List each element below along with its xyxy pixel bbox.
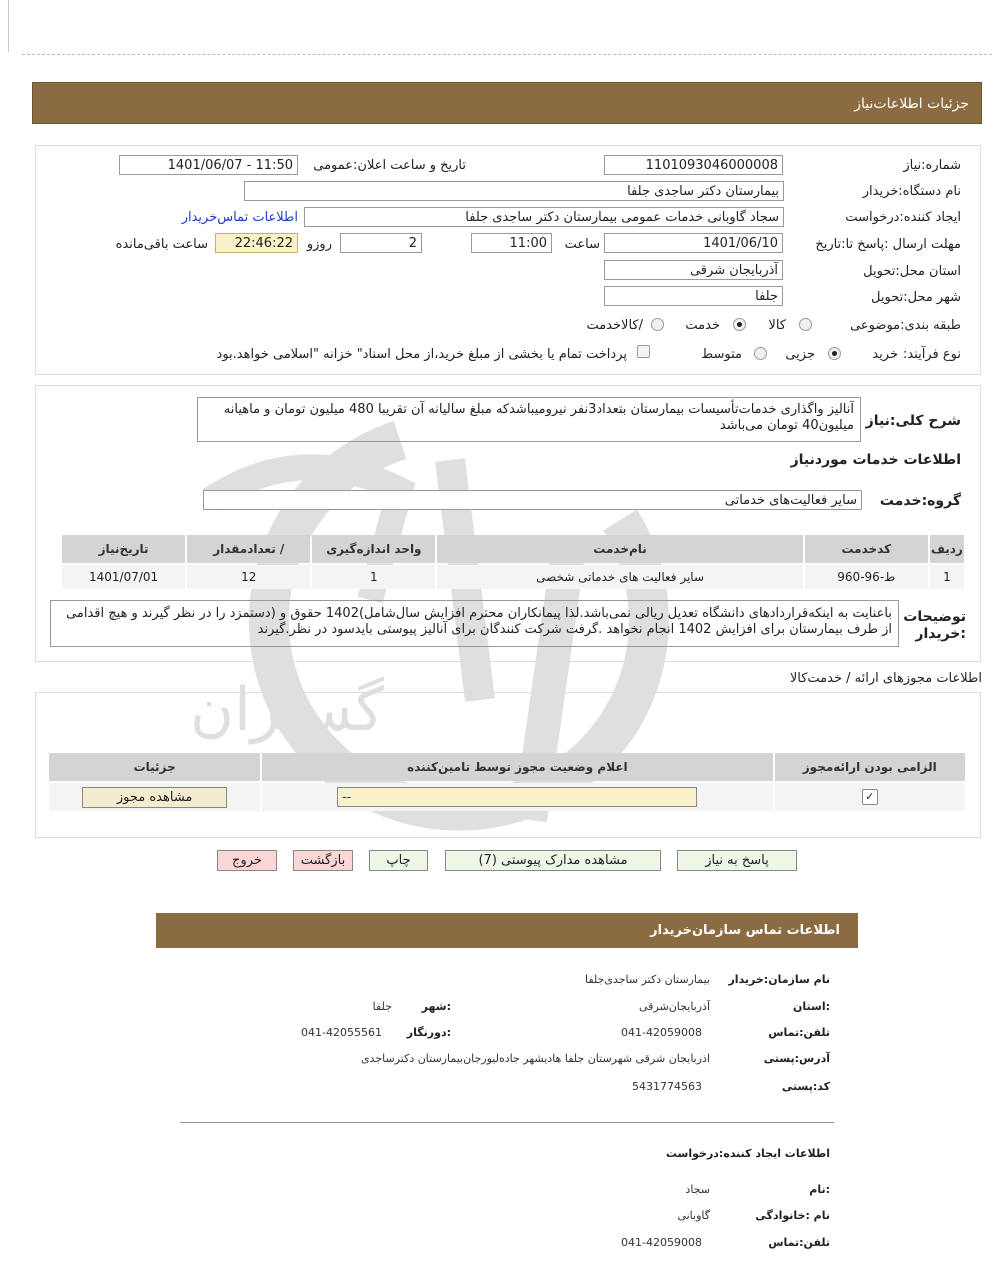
treasury-payment-checkbox[interactable] (637, 345, 650, 358)
category-option-service: خدمت (685, 318, 720, 333)
cell-quantity: 12 (187, 565, 310, 589)
cell-service-code: ط-96-960 (805, 565, 928, 589)
buyer-org-label: نام دستگاه:خریدار (862, 184, 961, 199)
days-label: روزو (306, 237, 332, 252)
cell-unit: 1 (312, 565, 435, 589)
contact-province-value: آذربایجان‌شرقی (639, 1000, 710, 1013)
remaining-timer: 22:46:22 (215, 233, 298, 253)
cell-service-name: سایر فعالیت های خدماتی شخصی (437, 565, 802, 589)
deadline-label: مهلت ارسال :پاسخ تا:تاریخ (815, 237, 961, 252)
process-label: نوع فرآیند: (903, 347, 961, 362)
process-option-medium: متوسط (701, 347, 742, 362)
contact-postal-value: 5431774563 (632, 1080, 702, 1093)
exit-button[interactable]: خروج (217, 850, 277, 871)
col-permit-details: جزئیات (49, 753, 260, 781)
col-need-date: تاریخ‌نیاز (62, 535, 185, 563)
need-number-field: 1101093046000008 (604, 155, 783, 175)
creator-phone-value: 041-42059008 (621, 1236, 702, 1249)
top-divider (22, 54, 992, 55)
category-option-both: /کالاخدمت (586, 318, 643, 333)
contact-address-value: اذربایجان شرقی شهرستان جلفا هادیشهر جاده‌لیورجان‌بیمارستان دکترساجدی (360, 1052, 710, 1065)
contact-divider (180, 1122, 834, 1123)
col-permit-required: الزامی بودن ارائه‌مجوز (775, 753, 965, 781)
category-option-goods: کالا (768, 318, 786, 333)
category-label: طبقه بندی:موضوعی (850, 318, 961, 333)
creator-first-name-label: :نام (809, 1183, 830, 1196)
page-header-title: جزئیات اطلاعات‌نیاز (854, 96, 969, 112)
creator-title: اطلاعات ایجاد کننده:درخواست (665, 1147, 830, 1160)
contact-fax-label: :دورنگار (406, 1026, 451, 1039)
description-label: شرح کلی:نیاز (865, 413, 961, 429)
requester-label: ایجاد کننده:درخواست (845, 210, 961, 225)
service-group-field: سایر فعالیت‌های خدماتی (203, 490, 862, 510)
need-number-label: شماره:نیاز (903, 158, 961, 173)
creator-first-name-value: سجاد (685, 1183, 710, 1196)
province-field: آذربایجان شرقی (604, 260, 783, 280)
announce-label: تاریخ و ساعت اعلان:عمومی (313, 158, 466, 173)
creator-last-name-value: گاوبانی (677, 1209, 710, 1222)
city-field: جلفا (604, 286, 783, 306)
city-label: شهر محل:تحویل (871, 290, 961, 305)
deadline-time-field: 11:00 (471, 233, 552, 253)
permit-required-checkbox[interactable]: ✓ (862, 789, 878, 805)
buyer-notes-box: باعنایت به اینکه‌قراردادهای دانشگاه تعدیل ریالی نمی‌باشد.لذا پیمانکاران محترم افزایش سال‌شامل)1402 حقوق و (دستمزد را در نظر گیرند و هیچ اقدامی از طرف بیمارستان برای افزایش 1402 انجام نخواهد .گرفت شرکت کنندگان برای آنالیز پیوستی بایدسود در نظر.گیرند (50, 600, 899, 647)
col-row: ردیف (930, 535, 964, 563)
province-label: استان محل:تحویل (863, 264, 961, 279)
need-info-panel (35, 145, 981, 375)
reply-button[interactable]: پاسخ به نیاز (677, 850, 797, 871)
buyer-org-field: بیمارستان دکتر ساجدی جلفا (244, 181, 784, 201)
contact-phone-label: تلفن:تماس (768, 1026, 830, 1039)
table-row (49, 783, 965, 811)
col-service-code: کدخدمت (805, 535, 928, 563)
cell-permit-details (49, 783, 260, 811)
contact-org-value: بیمارستان دکتر ساجدی‌جلفا (585, 973, 710, 986)
description-box: آنالیز واگذاری خدمات‌تأسیسات بیمارستان بتعداد3نفر نیرومیباشدکه مبلغ سالیانه آن تقریبا 480 میلیون تومان و ماهیانه میلیون40 تومان می‌باشد (197, 397, 861, 442)
cell-permit-status (262, 783, 772, 811)
contact-org-label: نام سازمان:خریدار (728, 973, 830, 986)
permit-status-field[interactable]: -- (337, 787, 697, 807)
process-radio-medium[interactable] (754, 347, 767, 360)
deadline-time-label: ساعت (564, 237, 600, 252)
services-section-title: اطلاعات خدمات موردنیاز (790, 452, 961, 468)
permits-table (47, 751, 967, 813)
col-permit-status: اعلام وضعیت مجوز توسط تامین‌کننده (262, 753, 772, 781)
contact-header (156, 913, 858, 948)
contact-city-label: :شهر (421, 1000, 451, 1013)
cell-need-date: 1401/07/01 (62, 565, 185, 589)
category-radio-goods[interactable] (799, 318, 812, 331)
buyer-contact-link[interactable]: اطلاعات تماس‌خریدار (181, 210, 298, 225)
category-radio-service[interactable] (733, 318, 746, 331)
creator-last-name-label: نام :خانوادگی (755, 1209, 830, 1222)
cell-row: 1 (930, 565, 964, 589)
service-group-label: گروه:خدمت (879, 493, 961, 509)
contact-postal-label: کد:پستی (781, 1080, 830, 1093)
back-button[interactable]: بازگشت (293, 850, 353, 871)
col-service-name: نام‌خدمت (437, 535, 802, 563)
contact-city-value: جلفا (372, 1000, 392, 1013)
days-field: 2 (340, 233, 422, 253)
requester-field: سجاد گاوبانی خدمات عمومی بیمارستان دکتر ساجدی جلفا (304, 207, 784, 227)
treasury-payment-note: پرداخت تمام یا بخشی از مبلغ خرید،از محل اسناد" خزانه "اسلامی خواهد.بود (216, 347, 627, 362)
watermark-text: گستران (190, 675, 385, 745)
col-quantity: / تعدادمقدار (187, 535, 310, 563)
permits-table-header (49, 753, 965, 781)
remaining-label: ساعت باقی‌مانده (115, 237, 208, 252)
process-radio-minor[interactable] (828, 347, 841, 360)
contact-fax-value: 041-42055561 (301, 1026, 382, 1039)
announce-date-field: 1401/06/07 - 11:50 (119, 155, 298, 175)
page-header (32, 82, 982, 124)
attachments-button[interactable]: مشاهده مدارک پیوستی (7) (445, 850, 661, 871)
view-permit-button[interactable]: مشاهده مجوز (82, 787, 227, 808)
permits-title: اطلاعات مجوزهای ارائه / خدمت‌کالا (789, 671, 982, 686)
deadline-date-field: 1401/06/10 (604, 233, 783, 253)
services-table (60, 533, 966, 591)
contact-header-title: اطلاعات تماس سازمان‌خریدار (650, 923, 840, 938)
contact-province-label: :استان (793, 1000, 830, 1013)
category-radio-both[interactable] (651, 318, 664, 331)
services-table-header (62, 535, 964, 563)
print-button[interactable]: چاپ (369, 850, 428, 871)
contact-address-label: آدرس:پستی (763, 1052, 830, 1065)
col-unit: واحد اندازه‌گیری (312, 535, 435, 563)
contact-phone-value: 041-42059008 (621, 1026, 702, 1039)
page-edge-line (8, 0, 9, 52)
process-type: خرید (872, 347, 898, 362)
table-row (62, 565, 964, 589)
buyer-notes-label: توضیحات :خریدار (903, 609, 966, 642)
cell-permit-required (775, 783, 965, 811)
process-option-minor: جزیی (785, 347, 815, 362)
creator-phone-label: تلفن:تماس (768, 1236, 830, 1249)
